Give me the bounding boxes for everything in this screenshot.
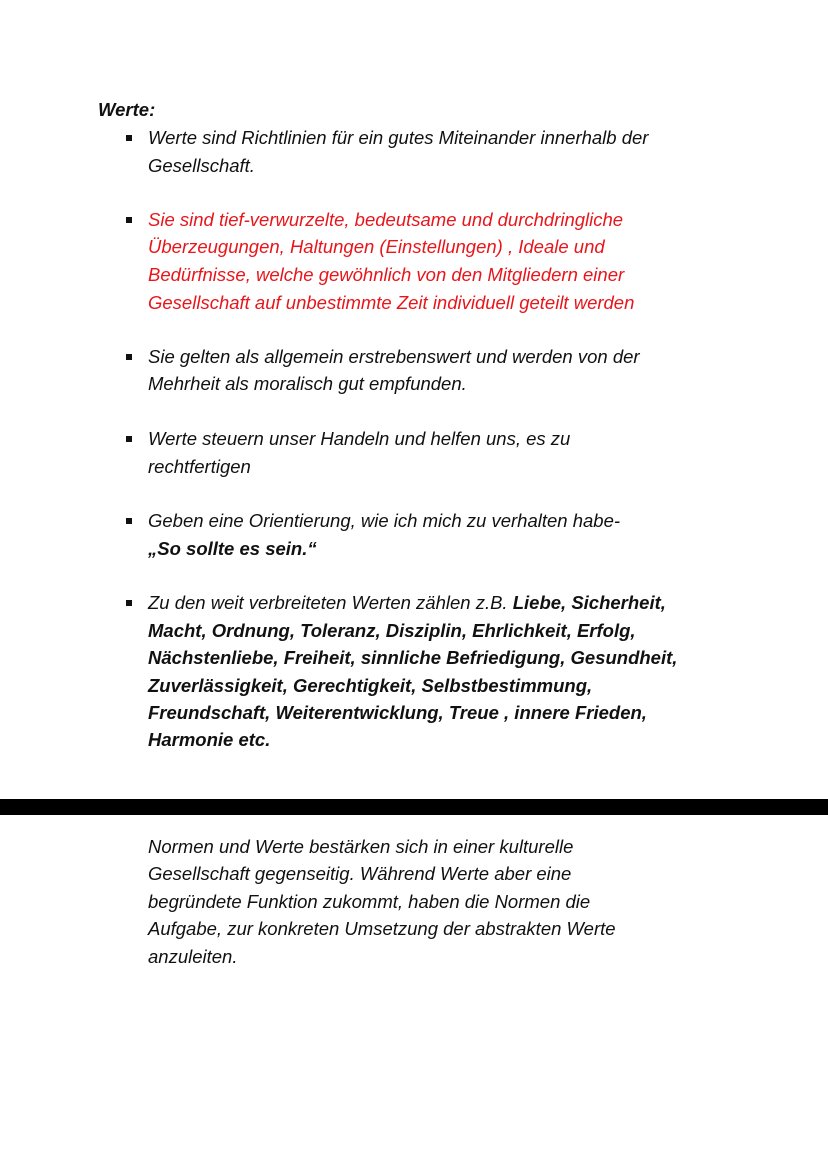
bullet-icon xyxy=(126,354,132,360)
bullet-icon xyxy=(126,600,132,606)
item-line: Sie gelten als allgemein erstrebenswert und werden von der xyxy=(148,346,640,367)
item-line: Bedürfnisse, welche gewöhnlich von den Mitgliedern einer xyxy=(148,264,625,285)
bullet-icon xyxy=(126,217,132,223)
value-list: Macht, Ordnung, Toleranz, Disziplin, Ehrlichkeit, Erfolg, xyxy=(148,620,636,641)
item-line: rechtfertigen xyxy=(148,456,251,477)
bullet-icon xyxy=(126,436,132,442)
value-list: Liebe, Sicherheit, xyxy=(512,592,666,613)
bullet-icon xyxy=(126,135,132,141)
summary-line: anzuleiten. xyxy=(148,946,238,967)
item-line: Werte steuern unser Handeln und helfen uns, es zu xyxy=(148,428,571,449)
divider-bar xyxy=(0,799,828,815)
summary-line: Aufgabe, zur konkreten Umsetzung der abstrakten Werte xyxy=(148,918,616,939)
value-list: Nächstenliebe, Freiheit, sinnliche Befriedigung, Gesundheit, xyxy=(148,647,678,668)
item-intro: Zu den weit verbreiteten Werten zählen z.B. xyxy=(148,592,508,613)
item-line: Geben eine Orientierung, wie ich mich zu verhalten habe- xyxy=(148,510,621,531)
item-line: Gesellschaft auf unbestimmte Zeit individuell geteilt werden xyxy=(148,292,635,313)
value-list: Freundschaft, Weiterentwicklung, Treue , innere Frieden, xyxy=(148,702,647,723)
item-line: Mehrheit als moralisch gut empfunden. xyxy=(148,373,467,394)
bullet-icon xyxy=(126,518,132,524)
item-line: Werte sind Richtlinien für ein gutes Miteinander innerhalb der xyxy=(148,127,649,148)
item-line: Sie sind tief-verwurzelte, bedeutsame und durchdringliche xyxy=(148,209,624,230)
heading: Werte: xyxy=(98,99,156,120)
value-list: Harmonie etc. xyxy=(148,729,271,750)
summary-line: Normen und Werte bestärken sich in einer kulturelle xyxy=(148,836,574,857)
item-line-bold: „So sollte es sein.“ xyxy=(148,538,317,559)
value-list: Zuverlässigkeit, Gerechtigkeit, Selbstbestimmung, xyxy=(148,675,593,696)
item-line: Überzeugungen, Haltungen (Einstellungen) , Ideale und xyxy=(148,236,605,257)
item-line: Gesellschaft. xyxy=(148,155,255,176)
summary-line: begründete Funktion zukommt, haben die Normen die xyxy=(148,891,591,912)
summary-line: Gesellschaft gegenseitig. Während Werte aber eine xyxy=(148,863,572,884)
item-line xyxy=(148,589,666,617)
